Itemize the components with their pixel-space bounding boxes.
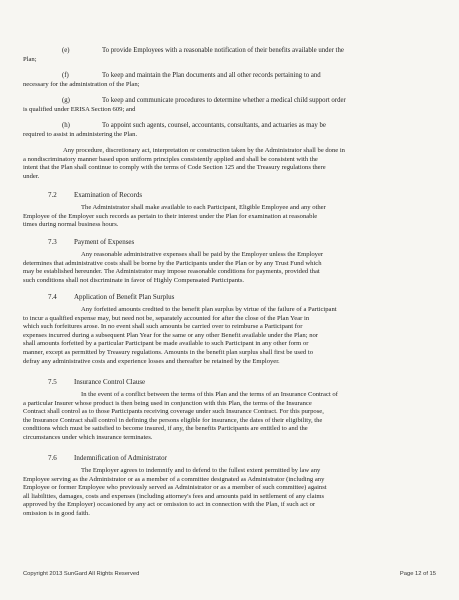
para-line: In the event of a conflict between the terms of this Plan and the terms of an Insurance Contract of xyxy=(81,391,338,398)
section-heading-7-3 xyxy=(48,238,134,246)
item-line: To keep and maintain the Plan documents and all other records pertaining to and xyxy=(102,72,321,79)
item-marker: (e) xyxy=(62,47,70,54)
para-line: Employee or former Employee who previously served as Administrator or as a member of such committee) against xyxy=(23,484,327,492)
list-item-h xyxy=(62,122,326,129)
para-line: The Employer agrees to indemnify and to defend to the fullest extent permitted by law any xyxy=(81,467,321,474)
para-line: under. xyxy=(23,172,40,180)
para-line: Any reasonable administrative expenses shall be paid by the Employer unless the Employer xyxy=(81,251,324,258)
section-body-7-5 xyxy=(23,391,436,443)
item-line: To appoint such agents, counsel, accountants, consultants, and actuaries as may be xyxy=(102,122,326,129)
para-line: which such forfeitures arose. In no event shall such amounts be carried over to reimburse a Participant for xyxy=(23,323,303,331)
item-line: is qualified under ERISA Section 609; and xyxy=(23,106,136,113)
section-heading-7-6 xyxy=(48,454,167,462)
para-line: the Insurance Contract shall control in defining the persons eligible for insurance, the dates of their eligibility, the xyxy=(23,416,323,424)
section-number: 7.4 xyxy=(48,293,57,301)
list-item-h-cont xyxy=(23,131,436,140)
para-line: times during normal business hours. xyxy=(23,221,119,229)
section-body-7-6 xyxy=(23,467,436,519)
list-item-e-cont xyxy=(23,56,436,65)
para-line: circumstances under which insurance terminates. xyxy=(23,433,153,441)
section-title: Payment of Expenses xyxy=(74,238,135,246)
section-body-7-3 xyxy=(23,251,436,285)
section-title: Examination of Records xyxy=(74,191,143,199)
para-line: a nondiscriminatory manner based upon uniform principles consistently applied and shall be consistent with the xyxy=(23,155,318,163)
para-line: intent that the Plan shall continue to comply with the terms of Code Section 125 and the Treasury regulations there xyxy=(23,164,326,172)
para-line: Employee of the Employer such records as pertain to their interest under the Plan for examination at reasonable xyxy=(23,212,318,220)
list-item-e xyxy=(62,47,344,54)
section-body-7-2 xyxy=(23,204,436,230)
section-heading-7-2 xyxy=(48,191,142,199)
para-line: Contract shall control as to those Participants receiving coverage under such Insurance Contract. For this purpose, xyxy=(23,408,324,416)
para-line: to incur a qualified expense may, but need not be, separately accounted for after the close of the Plan Year in xyxy=(23,314,310,322)
item-marker: (f) xyxy=(62,72,69,79)
para-line: determines that administrative costs shall be borne by the Participants under the Plan or by any Trust Fund which xyxy=(23,259,322,267)
copyright-footer: Copyright 2013 SunGard All Rights Reserved xyxy=(23,571,140,577)
paragraph-procedures xyxy=(23,147,436,181)
para-line: The Administrator shall make available to each Participant, Eligible Employee and any other xyxy=(81,204,326,211)
para-line: shall amounts forfeited by a particular Participant be made available to such Participant in any other form or xyxy=(23,340,309,348)
item-line: necessary for the administration of the Plan; xyxy=(23,81,140,88)
para-line: expenses incurred during a subsequent Plan Year for the same or any other Benefit available under the Plan; nor xyxy=(23,331,318,339)
para-line: defray any administrative costs and experience losses and thereafter be retained by the Employer. xyxy=(23,357,280,365)
item-marker: (g) xyxy=(62,97,70,104)
item-line: Plan; xyxy=(23,56,37,63)
section-heading-7-5 xyxy=(48,378,145,386)
section-title: Indemnification of Administrator xyxy=(74,454,167,462)
para-line: omission is in good faith. xyxy=(23,509,90,517)
para-line: may be established hereunder. The Administrator may impose reasonable conditions for payments, provided that xyxy=(23,268,320,276)
para-line: Employee serving as the Administrator or as a member of a committee designated as Administrator (including any xyxy=(23,475,325,483)
list-item-f-cont xyxy=(23,81,436,90)
section-number: 7.2 xyxy=(48,191,57,199)
section-number: 7.6 xyxy=(48,454,57,462)
para-line: a particular Insurer whose product is then being used in conjunction with this Plan, the terms of the Insurance xyxy=(23,399,312,407)
item-line: To provide Employees with a reasonable notification of their benefits available under the xyxy=(102,47,344,54)
section-number: 7.3 xyxy=(48,238,57,246)
para-line: all liabilities, damages, costs and expenses (including attorney's fees and amounts paid in settlement of any claims xyxy=(23,492,325,500)
section-heading-7-4 xyxy=(48,293,174,301)
section-title: Application of Benefit Plan Surplus xyxy=(74,293,175,301)
section-title: Insurance Control Clause xyxy=(74,378,146,386)
para-line: manner, except as permitted by Treasury regulations. Amounts in the benefit plan surplus shall first be used to xyxy=(23,348,313,356)
list-item-f xyxy=(62,72,321,79)
list-item-g-cont xyxy=(23,106,436,115)
section-number: 7.5 xyxy=(48,378,57,386)
para-line: such conditions shall not discriminate in favor of Highly Compensated Participants. xyxy=(23,276,245,284)
para-line: approved by the Employer) occasioned by any act or omission to act in connection with the Plan, if such act or xyxy=(23,501,316,509)
list-item-g xyxy=(62,97,346,104)
page-number: Page 12 of 15 xyxy=(399,571,436,577)
para-line: conditions which must be satisfied to become insured, if any, the benefits Participants are entitled to and the xyxy=(23,425,308,433)
item-line: required to assist in administering the Plan. xyxy=(23,131,138,138)
item-line: To keep and communicate procedures to determine whether a medical child support order xyxy=(102,97,346,104)
section-body-7-4 xyxy=(23,306,436,366)
para-line: Any procedure, discretionary act, interpretation or construction taken by the Administrator shall be done in xyxy=(63,147,345,154)
para-line: Any forfeited amounts credited to the benefit plan surplus by virtue of the failure of a Participant xyxy=(81,306,337,313)
item-marker: (h) xyxy=(62,122,70,129)
